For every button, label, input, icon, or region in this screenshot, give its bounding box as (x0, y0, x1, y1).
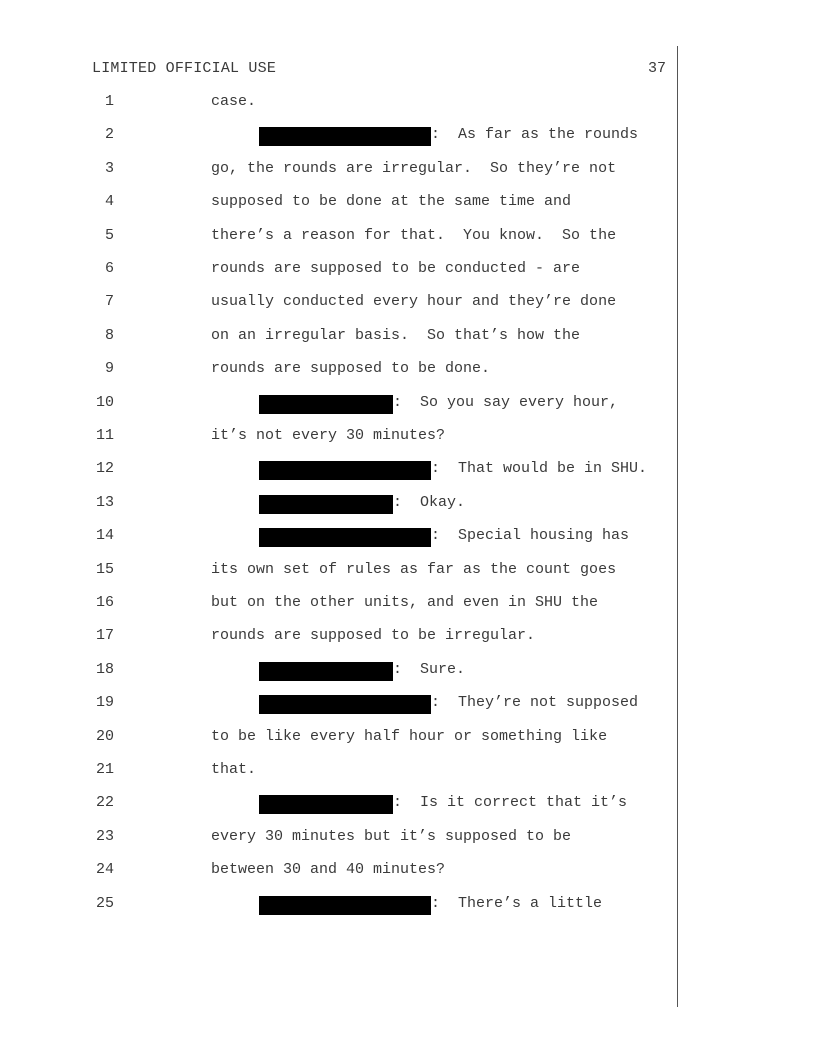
redacted-speaker-name (259, 127, 431, 146)
redacted-speaker-name (259, 695, 431, 714)
line-text: supposed to be done at the same time and (211, 193, 572, 211)
line-text: : They’re not supposed (431, 694, 639, 712)
line-text: : Sure. (393, 660, 466, 678)
redacted-speaker-name (259, 662, 393, 681)
line-number: 23 (95, 827, 114, 845)
line-number: 4 (104, 193, 114, 211)
line-number: 3 (104, 159, 114, 177)
transcript-line (0, 427, 677, 449)
line-text: there’s a reason for that. You know. So the (211, 226, 617, 244)
redacted-speaker-name (259, 795, 393, 814)
line-text: case. (211, 93, 257, 110)
line-number: 13 (95, 493, 114, 511)
transcript-line (0, 661, 677, 683)
redacted-speaker-name (259, 395, 393, 414)
transcript-line (0, 895, 677, 917)
line-text: : So you say every hour, (393, 393, 619, 411)
line-text: every 30 minutes but it’s supposed to be (211, 827, 572, 845)
line-number: 6 (104, 260, 114, 277)
line-text: : That would be in SHU. (431, 460, 648, 478)
line-number: 11 (95, 427, 114, 444)
line-number: 2 (104, 126, 114, 144)
line-text: : Special housing has (431, 527, 630, 545)
classification-header: LIMITED OFFICIAL USE (92, 60, 277, 77)
line-number: 5 (104, 226, 114, 244)
transcript-line (0, 460, 677, 482)
line-text: on an irregular basis. So that’s how the (211, 326, 581, 344)
transcript-line (0, 160, 677, 182)
transcript-line (0, 527, 677, 549)
line-text: : As far as the rounds (431, 126, 639, 144)
transcript-line (0, 193, 677, 215)
line-number: 14 (95, 527, 114, 545)
transcript-line (0, 561, 677, 583)
transcript-line (0, 828, 677, 850)
redacted-speaker-name (259, 461, 431, 480)
line-number: 24 (95, 861, 114, 879)
line-number: 18 (95, 660, 114, 678)
transcript-line (0, 260, 677, 282)
line-number: 7 (104, 293, 114, 311)
transcript-line (0, 728, 677, 750)
transcript-line (0, 293, 677, 315)
line-number: 19 (95, 694, 114, 712)
line-text: : There’s a little (431, 894, 603, 912)
line-text: that. (211, 761, 257, 778)
line-number: 9 (104, 360, 114, 378)
transcript-line (0, 627, 677, 649)
line-number: 10 (95, 393, 114, 411)
line-text: : Okay. (393, 493, 466, 511)
line-number: 21 (95, 761, 114, 778)
line-text: but on the other units, and even in SHU the (211, 594, 599, 611)
line-number: 25 (95, 894, 114, 912)
line-number: 16 (95, 594, 114, 611)
line-number: 1 (104, 93, 114, 110)
line-number: 8 (104, 326, 114, 344)
transcript-line (0, 494, 677, 516)
page-number: 37 (648, 60, 667, 77)
transcript-line (0, 594, 677, 616)
transcript-line (0, 394, 677, 416)
transcript-line (0, 126, 677, 148)
line-text: to be like every half hour or something like (211, 727, 608, 745)
transcript-line (0, 93, 677, 115)
line-number: 17 (95, 627, 114, 645)
line-text: it’s not every 30 minutes? (211, 427, 446, 444)
right-margin-rule (677, 46, 678, 1007)
transcript-line (0, 794, 677, 816)
redacted-speaker-name (259, 495, 393, 514)
line-text: rounds are supposed to be irregular. (211, 627, 536, 645)
line-text: : Is it correct that it’s (393, 794, 628, 812)
line-number: 12 (95, 460, 114, 478)
transcript-line (0, 761, 677, 783)
line-text: its own set of rules as far as the count goes (211, 560, 617, 578)
line-number: 22 (95, 794, 114, 812)
line-text: between 30 and 40 minutes? (211, 861, 446, 879)
line-text: rounds are supposed to be done. (211, 360, 491, 378)
transcript-line (0, 360, 677, 382)
transcript-line (0, 227, 677, 249)
line-number: 15 (95, 560, 114, 578)
line-text: go, the rounds are irregular. So they’re not (211, 159, 617, 177)
transcript-line (0, 327, 677, 349)
line-text: usually conducted every hour and they’re done (211, 293, 617, 311)
transcript-line (0, 694, 677, 716)
line-number: 20 (95, 727, 114, 745)
line-text: rounds are supposed to be conducted - are (211, 260, 581, 277)
transcript-line (0, 861, 677, 883)
redacted-speaker-name (259, 528, 431, 547)
redacted-speaker-name (259, 896, 431, 915)
